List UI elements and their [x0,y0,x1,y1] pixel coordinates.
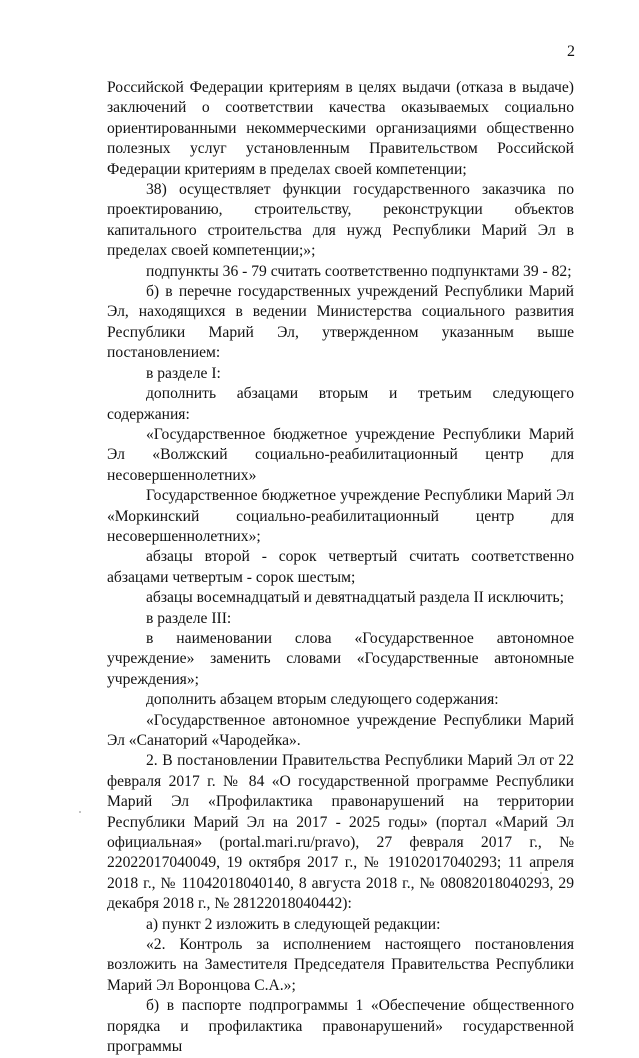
document-paragraph: в наименовании слова «Государственное автономное учреждение» заменить словами «Государственные автономные учреждения»; [107,629,574,688]
document-paragraph: в разделе III: [146,609,232,627]
scan-speck [79,811,81,813]
document-body [107,78,574,1058]
document-paragraph: 38) осуществляет функции государственного заказчика по проектированию, строительству, реконструкции объектов капитального строительства для нужд Республики Марий Эл в пределах своей компетенции;»; [107,181,574,260]
document-paragraph: «Государственное автономное учреждение Республики Марий Эл «Санаторий «Чародейка». [107,711,574,749]
document-paragraph: а) пункт 2 изложить в следующей редакции: [146,915,441,933]
scan-speck [540,872,542,874]
document-paragraph: абзацы второй - сорок четвертый считать соответственно абзацами четвертым - сорок шестым; [107,548,574,586]
document-paragraph: подпункты 36 - 79 считать соответственно подпунктами 39 - 82; [146,262,572,280]
document-paragraph: дополнить абзацами вторым и третьим следующего содержания: [107,385,574,423]
document-paragraph: б) в паспорте подпрограммы 1 «Обеспечение общественного порядка и профилактика правонарушений» государственной программы [107,997,574,1056]
page-number: 2 [567,43,575,60]
document-paragraph: Российской Федерации критериям в целях выдачи (отказа в выдаче) заключений о соответствии качества оказываемых социально ориентированными некоммерческими организациями общественно полезных услуг установленным Правительством Российской Федерации критериям в пределах своей компетенции; [107,79,574,178]
document-paragraph: в разделе I: [146,364,221,382]
document-paragraph: Государственное бюджетное учреждение Республики Марий Эл «Моркинский социально-реабилитационный центр для несовершеннолетних»; [107,487,574,545]
document-paragraph: 2. В постановлении Правительства Республики Марий Эл от 22 февраля 2017 г. № 84 «О государственной программе Республики Марий Эл «Профилактика правонарушений на территории Республики Марий Эл на 2017 - 2025 годы» (портал «Марий Эл официальная» (portal.mari.ru/pravo), 27 февраля 2017 г., № 22022017040049, 19 октября 2017 г., № 19102017040293; 11 апреля 2018 г., № 11042018040140, 8 августа 2018 г., № 08082018040293, 29 декабря 2018 г., № 28122018040442): [107,752,574,913]
document-paragraph: «2. Контроль за исполнением настоящего постановления возложить на Заместителя Председателя Правительства Республики Марий Эл Воронцова С.А.»; [107,936,574,994]
document-paragraph: «Государственное бюджетное учреждение Республики Марий Эл «Волжский социально-реабилитационный центр для несовершеннолетних» [107,425,574,484]
document-paragraph: дополнить абзацем вторым следующего содержания: [146,691,499,709]
document-paragraph: абзацы восемнадцатый и девятнадцатый раздела II исключить; [146,589,564,607]
document-paragraph: б) в перечне государственных учреждений Республики Марий Эл, находящихся в ведении Министерства социального развития Республики Марий Эл, утвержденном указанным выше постановлением: [107,283,574,362]
